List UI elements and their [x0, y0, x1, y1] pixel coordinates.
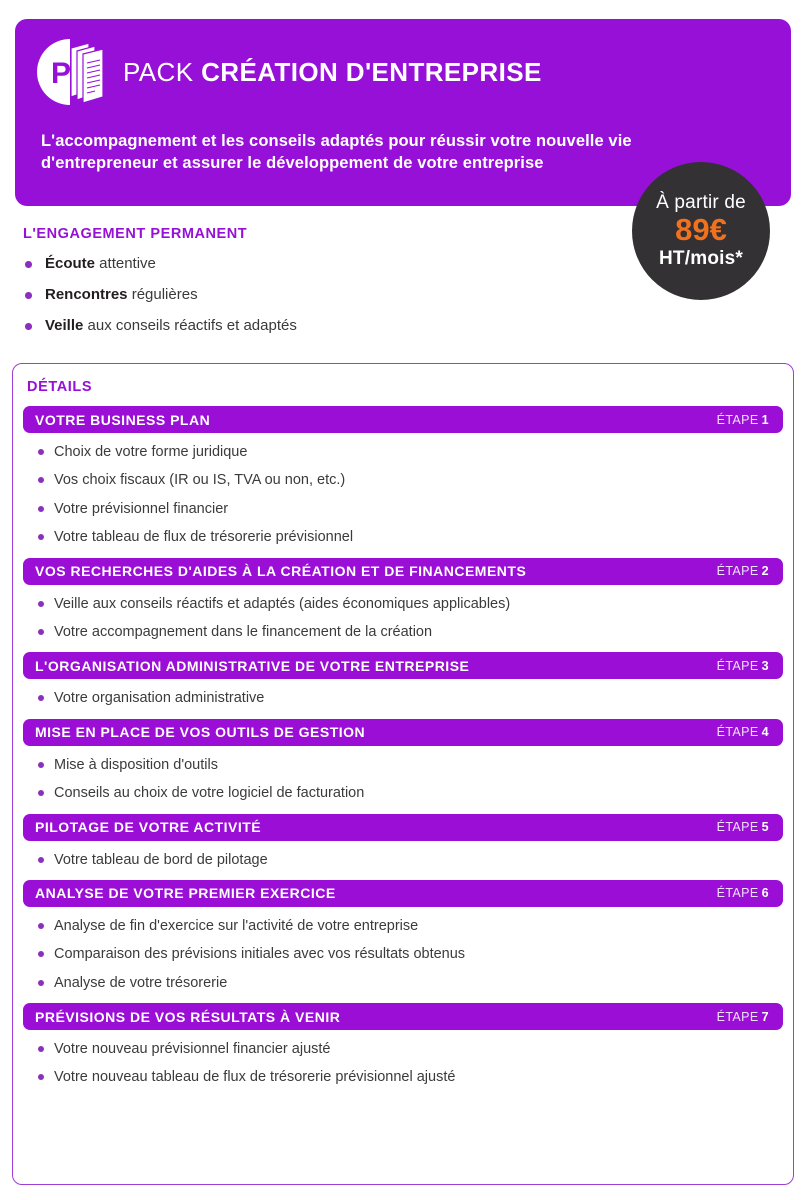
header-subtitle: L'accompagnement et les conseils adaptés pour réussir votre nouvelle vie d'entrepreneur et assurer le développement de votre entreprise	[41, 132, 632, 172]
step-badge	[717, 564, 769, 578]
step-title: ANALYSE DE VOTRE PREMIER EXERCICE	[35, 885, 336, 902]
bullet-dot-icon	[38, 506, 44, 512]
list-item	[25, 946, 783, 963]
step-item-list	[23, 746, 783, 803]
step-item-text: Conseils au choix de votre logiciel de facturation	[54, 785, 365, 802]
pack-document-logo-icon	[33, 35, 107, 109]
step-item-text: Veille aux conseils réactifs et adaptés (aides économiques applicables)	[54, 595, 511, 612]
bullet-dot-icon	[38, 695, 44, 701]
engagement-list	[23, 255, 583, 335]
engagement-item-rest: régulières	[127, 286, 198, 303]
step-title: MISE EN PLACE DE VOS OUTILS DE GESTION	[35, 724, 366, 741]
list-item	[25, 501, 783, 518]
price-unit-label: HT/mois*	[659, 247, 743, 269]
step-block	[23, 880, 783, 992]
step-item-text: Votre prévisionnel financier	[54, 500, 229, 517]
list-item	[25, 785, 783, 802]
bullet-dot-icon	[25, 292, 32, 299]
step-badge-word: ÉTAPE	[716, 658, 759, 673]
step-badge-word: ÉTAPE	[716, 412, 759, 427]
step-badge-number: 2	[761, 564, 769, 579]
engagement-item-rest: attentive	[95, 255, 156, 272]
bullet-dot-icon	[38, 980, 44, 986]
engagement-item-lead: Veille	[45, 317, 84, 334]
price-from-label: À partir de	[656, 191, 746, 213]
bullet-dot-icon	[38, 790, 44, 796]
list-item	[25, 918, 783, 935]
step-item-text: Votre tableau de flux de trésorerie prévisionnel	[54, 529, 354, 546]
step-header-bar[interactable]	[23, 406, 783, 433]
step-header-bar[interactable]	[23, 558, 783, 585]
list-item	[25, 1041, 783, 1058]
list-item	[25, 975, 783, 992]
step-item-list	[23, 433, 783, 547]
bullet-dot-icon	[38, 951, 44, 957]
step-header-bar[interactable]	[23, 652, 783, 679]
step-title: VOS RECHERCHES D'AIDES À LA CRÉATION ET DE FINANCEMENTS	[35, 563, 527, 580]
page-title	[123, 57, 542, 88]
step-badge-word: ÉTAPE	[716, 564, 759, 579]
step-item-text: Votre nouveau prévisionnel financier ajusté	[54, 1041, 331, 1058]
list-item	[23, 317, 583, 335]
bullet-dot-icon	[38, 534, 44, 540]
step-badge	[717, 659, 769, 673]
price-badge	[632, 162, 770, 300]
bullet-dot-icon	[38, 477, 44, 483]
list-item	[25, 852, 783, 869]
bullet-dot-icon	[38, 1046, 44, 1052]
step-block	[23, 814, 783, 869]
details-panel	[12, 363, 794, 1185]
bullet-dot-icon	[25, 323, 32, 330]
bullet-dot-icon	[38, 449, 44, 455]
step-badge-number: 3	[761, 658, 769, 673]
step-item-list	[23, 1030, 783, 1087]
step-header-bar[interactable]	[23, 880, 783, 907]
title-prefix: PACK	[123, 56, 194, 87]
step-header-bar[interactable]	[23, 719, 783, 746]
header-top-row	[15, 19, 791, 109]
step-title: L'ORGANISATION ADMINISTRATIVE DE VOTRE ENTREPRISE	[35, 657, 470, 674]
list-item	[25, 690, 783, 707]
engagement-section	[23, 226, 583, 348]
step-badge	[717, 886, 769, 900]
step-item-text: Vos choix fiscaux (IR ou IS, TVA ou non, etc.)	[54, 472, 346, 489]
step-item-text: Analyse de fin d'exercice sur l'activité de votre entreprise	[54, 917, 419, 934]
title-main: CRÉATION D'ENTREPRISE	[201, 56, 542, 87]
step-header-bar[interactable]	[23, 1003, 783, 1030]
step-badge	[717, 413, 769, 427]
step-block	[23, 406, 783, 547]
list-item	[23, 255, 583, 273]
steps-container	[13, 395, 793, 1087]
step-item-text: Votre accompagnement dans le financement de la création	[54, 623, 433, 640]
step-badge-word: ÉTAPE	[716, 886, 759, 901]
step-item-text: Votre tableau de bord de pilotage	[54, 851, 268, 868]
step-block	[23, 1003, 783, 1087]
step-badge	[717, 1010, 769, 1024]
step-item-text: Votre organisation administrative	[54, 690, 265, 707]
svg-text:P: P	[51, 57, 72, 90]
step-badge-number: 4	[761, 725, 769, 740]
bullet-dot-icon	[38, 601, 44, 607]
step-item-text: Choix de votre forme juridique	[54, 444, 248, 460]
list-item	[25, 1069, 783, 1086]
step-badge-word: ÉTAPE	[716, 820, 759, 835]
step-badge-word: ÉTAPE	[716, 1009, 759, 1024]
engagement-item-rest: aux conseils réactifs et adaptés	[83, 317, 297, 334]
step-item-list	[23, 841, 783, 869]
price-amount: 89€	[675, 212, 727, 248]
list-item	[25, 596, 783, 613]
bullet-dot-icon	[38, 1074, 44, 1080]
step-block	[23, 719, 783, 803]
step-title: PRÉVISIONS DE VOS RÉSULTATS À VENIR	[35, 1008, 341, 1025]
bullet-dot-icon	[25, 261, 32, 268]
step-item-text: Analyse de votre trésorerie	[54, 974, 228, 991]
step-badge-number: 1	[761, 412, 769, 427]
step-title: PILOTAGE DE VOTRE ACTIVITÉ	[35, 819, 262, 836]
step-block	[23, 558, 783, 642]
engagement-item-lead: Rencontres	[45, 286, 128, 303]
bullet-dot-icon	[38, 629, 44, 635]
step-badge-word: ÉTAPE	[716, 725, 759, 740]
list-item	[23, 286, 583, 304]
step-badge	[717, 725, 769, 739]
step-badge-number: 5	[761, 820, 769, 835]
step-item-text: Mise à disposition d'outils	[54, 756, 218, 773]
list-item	[25, 472, 783, 489]
step-item-text: Votre nouveau tableau de flux de trésorerie prévisionnel ajusté	[54, 1069, 456, 1086]
step-item-list	[23, 679, 783, 707]
engagement-title: L'ENGAGEMENT PERMANENT	[23, 226, 248, 242]
list-item	[25, 529, 783, 546]
bullet-dot-icon	[38, 923, 44, 929]
bullet-dot-icon	[38, 857, 44, 863]
engagement-item-lead: Écoute	[45, 255, 96, 272]
step-header-bar[interactable]	[23, 814, 783, 841]
list-item	[25, 444, 783, 461]
step-title: VOTRE BUSINESS PLAN	[35, 411, 211, 428]
step-badge-number: 7	[761, 1009, 769, 1024]
step-item-list	[23, 907, 783, 992]
list-item	[25, 757, 783, 774]
details-title: DÉTAILS	[27, 379, 93, 395]
step-badge-number: 6	[761, 886, 769, 901]
bullet-dot-icon	[38, 762, 44, 768]
list-item	[25, 624, 783, 641]
step-block	[23, 652, 783, 707]
step-badge	[717, 820, 769, 834]
step-item-list	[23, 585, 783, 642]
step-item-text: Comparaison des prévisions initiales avec vos résultats obtenus	[54, 946, 466, 963]
